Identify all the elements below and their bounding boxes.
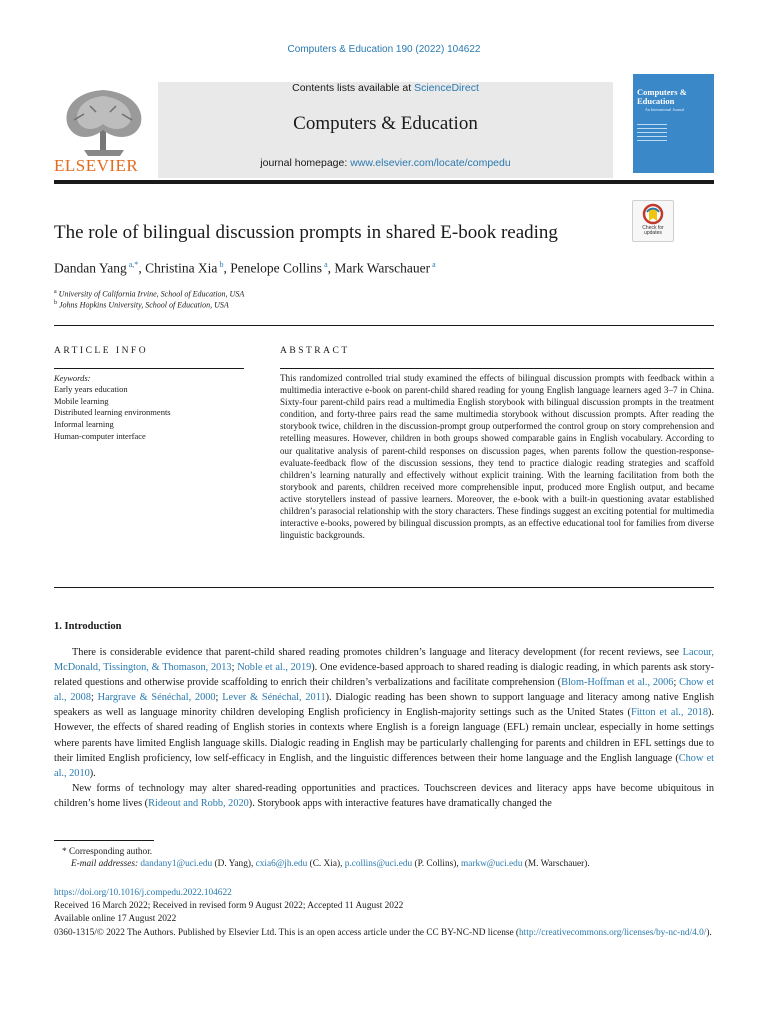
body-text-run: ). Storybook apps with interactive features have dramatically changed the xyxy=(248,797,552,809)
corresponding-author-note: * Corresponding author. xyxy=(62,847,153,857)
affiliation-text: University of California Irvine, School of Education, USA xyxy=(58,289,245,299)
affiliation-b xyxy=(54,300,229,310)
author-name[interactable]: Penelope Collins xyxy=(230,260,323,276)
introduction-heading: 1. Introduction xyxy=(54,621,122,632)
author-name[interactable]: Dandan Yang xyxy=(54,260,127,276)
email-link[interactable]: markw@uci.edu xyxy=(460,859,523,869)
affiliation-text: Johns Hopkins University, School of Education, USA xyxy=(59,300,229,310)
license-text: 0360-1315/© 2022 The Authors. Published by Elsevier Ltd. This is an open access article under the CC BY-NC-ND license ( xyxy=(54,928,520,938)
email-link[interactable]: dandany1@uci.edu xyxy=(140,859,213,869)
citation-link[interactable]: Chow et al., 2010 xyxy=(54,752,714,779)
keyword-item: Human-computer interface xyxy=(54,430,146,441)
email-owner: (M. Warschauer). xyxy=(522,859,590,869)
author-name[interactable]: Christina Xia xyxy=(145,260,218,276)
citation-link[interactable]: Noble et al., 2019 xyxy=(237,662,312,674)
homepage-line xyxy=(158,157,613,169)
keywords-label: Keywords: xyxy=(54,373,91,383)
author-name[interactable]: Mark Warschauer xyxy=(334,260,431,276)
abstract-text: This randomized controlled trial study examined the effects of bilingual discussion prompts with feedback within a multimedia interactive e-book on parent-child shared reading for young English language learners aged 3–7 in China. Sixty-four parent-child pairs read a multimedia English storybook with bilingual discussion prompts in the treatment condition, and forty-three pairs read the same multimedia storybook without discussion prompts. After reading the storybook twice, children in the discussion-prompt group outperformed the control group on story comprehension and retelling measures. However, children in both groups showed comparable gains in English vocabulary. According to our qualitative analysis of parent-child responses on discussion pages, when parents follow the question-response-evaluate-feedback flow of the discussion sessions, they tend to practice dialogic reading strategies and scaffold children’s learning naturally and effectively without explicit training. With the learning facilitation from both the storybook and parents, children received more comprehensible input, produced more English output, and became active storytellers instead of passive learners. Moreover, the e-book with a built-in questioning avatar established children’s parasocial relationship with the story characters. These findings suggest an exciting potential for multimedia interactive e-books, powered by bilingual discussion prompts, as an effective educational tool for families from diverse linguistic backgrounds. xyxy=(280,373,714,541)
cover-subtitle: An International Journal xyxy=(645,107,685,112)
license-end: ). xyxy=(706,928,712,938)
abstract-heading: ABSTRACT xyxy=(280,346,350,356)
body-text-run: ; xyxy=(215,692,223,704)
doi-link[interactable]: https://doi.org/10.1016/j.compedu.2022.104622 xyxy=(54,888,232,898)
citation-link[interactable]: Lever & Sénéchal, 2011 xyxy=(222,692,326,704)
email-link[interactable]: cxia6@jh.edu xyxy=(255,859,308,869)
journal-title: Computers & Education xyxy=(293,113,478,134)
citation-link[interactable]: Lacour, McDonald, Tissington, & Thomason, 2013 xyxy=(54,647,714,674)
footnote-rule xyxy=(54,840,154,841)
body-text-run: ). One evidence-based approach to shared reading is dialogic reading, in which parents ask story-related questions and otherwise provide scaffolding to enrich their children’s verbalizations and facilitate comprehension ( xyxy=(54,662,715,689)
author-affiliation-mark[interactable]: a xyxy=(430,260,436,269)
section-rule xyxy=(54,325,714,326)
abstract-rule xyxy=(280,368,714,369)
email-list xyxy=(140,859,589,869)
body-text-run: ; xyxy=(231,662,238,674)
email-owner: (P. Collins), xyxy=(412,859,461,869)
paper-title: The role of bilingual discussion prompts in shared E-book reading xyxy=(54,222,558,243)
homepage-prefix: journal homepage: xyxy=(260,157,351,169)
received-dates: Received 16 March 2022; Received in revised form 9 August 2022; Accepted 11 August 2022 xyxy=(54,901,404,911)
citation-link[interactable]: Rideout and Robb, 2020 xyxy=(148,797,249,809)
affiliation-mark: a xyxy=(54,289,57,295)
journal-reference-link[interactable]: Computers & Education 190 (2022) 104622 xyxy=(287,44,481,55)
email-addresses xyxy=(71,859,590,869)
body-text-run: ). Dialogic reading has been shown to support language and literacy among native English speakers as well as language minority children developing English proficiency in English-majority settings such as the United States ( xyxy=(54,692,714,719)
body-text-run: ; xyxy=(673,677,680,689)
article-info-heading: ARTICLE INFO xyxy=(54,346,149,356)
citation-link[interactable]: Hargrave & Sénéchal, 2000 xyxy=(97,692,216,704)
citation-link[interactable]: Fitton et al., 2018 xyxy=(630,707,708,719)
section-rule xyxy=(54,587,714,588)
email-owner: (C. Xia), xyxy=(307,859,345,869)
citation-link[interactable]: Chow et al., 2008 xyxy=(54,677,714,704)
contents-line xyxy=(158,82,613,94)
body-text-run: New forms of technology may alter shared-reading opportunities and practices. Touchscreen devices and literacy apps have become ubiquitous in children’s home lives ( xyxy=(54,782,714,809)
keywords-list xyxy=(54,384,171,443)
journal-cover-thumbnail[interactable] xyxy=(633,74,714,173)
affiliation-a xyxy=(54,289,244,299)
cover-decoration xyxy=(637,124,667,144)
check-updates-icon xyxy=(633,201,673,227)
introduction-body xyxy=(54,645,714,811)
keyword-item: Early years education xyxy=(54,384,128,394)
body-text-run: ; xyxy=(90,692,98,704)
author-list: Dandan Yang $^{a,*}$, Christina Xia $^b$, Penelope Collins $^a$, Mark Warschauer $^a$ xyxy=(54,260,436,276)
sciencedirect-link[interactable]: ScienceDirect xyxy=(414,82,479,94)
keyword-item: Informal learning xyxy=(54,419,114,430)
author-affiliation-mark[interactable]: a xyxy=(322,260,328,269)
email-owner: (D. Yang), xyxy=(212,859,256,869)
citation-link[interactable]: Blom-Hoffman et al., 2006 xyxy=(561,677,674,689)
email-label: E-mail addresses: xyxy=(71,859,139,869)
check-updates-label: Check for updates xyxy=(642,225,664,236)
keyword-item: Mobile learning xyxy=(54,395,109,406)
body-text-run: ). However, the effects of shared reading of English stories in contexts where English is a foreign language (EFL) remain unclear, especially in home settings where parents have limited English language skills. Dialogic reading in English may be particularly challenging for parents and children in EFL settings due to their limited English proficiency, low self-efficacy in English, and the linguistic differences between their home language and the English language ( xyxy=(54,707,714,764)
available-online-date: Available online 17 August 2022 xyxy=(54,914,177,924)
body-text-run: ). xyxy=(89,767,96,779)
elsevier-wordmark: ELSEVIER xyxy=(54,156,139,175)
body-text-run: There is considerable evidence that parent-child shared reading promotes children’s language and literacy development (for recent reviews, see xyxy=(72,647,683,658)
author-affiliation-mark[interactable]: b xyxy=(217,260,224,269)
introduction-paragraph-2 xyxy=(54,781,714,811)
article-info-rule xyxy=(54,368,244,369)
email-link[interactable]: p.collins@uci.edu xyxy=(344,859,413,869)
journal-homepage-link[interactable]: www.elsevier.com/locate/compedu xyxy=(350,157,511,169)
contents-prefix: Contents lists available at xyxy=(292,82,415,94)
author-affiliation-mark[interactable]: a,* xyxy=(126,260,139,269)
affiliation-mark: b xyxy=(54,300,57,306)
header-rule xyxy=(54,180,714,184)
keyword-item: Distributed learning environments xyxy=(54,407,171,418)
check-for-updates-badge[interactable] xyxy=(632,200,674,242)
license-link[interactable]: http://creativecommons.org/licenses/by-nc-nd/4.0/ xyxy=(519,928,707,938)
license-statement xyxy=(54,927,714,940)
cover-title: Computers & Education xyxy=(637,87,687,106)
introduction-paragraph-1 xyxy=(54,645,714,781)
